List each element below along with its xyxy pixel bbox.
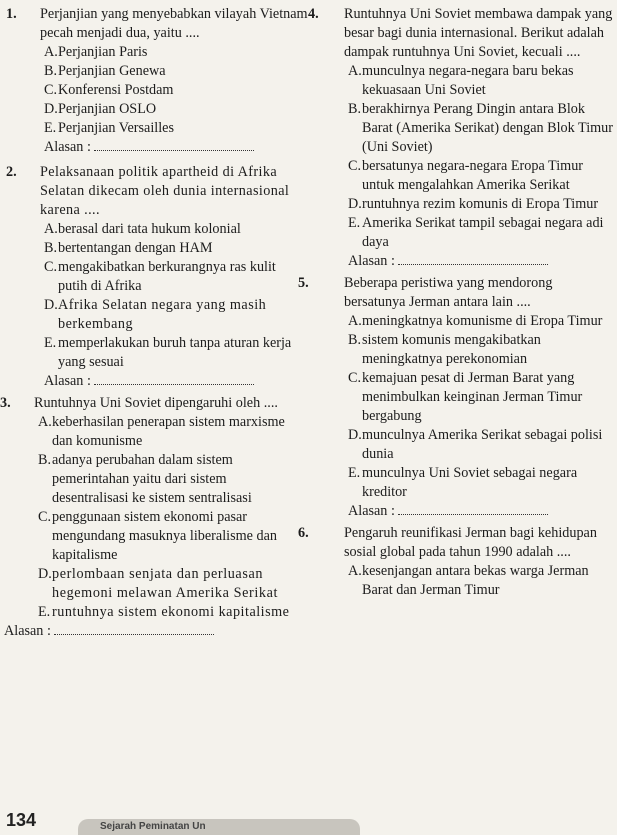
option-list	[40, 220, 308, 372]
option-letter: E.	[44, 335, 57, 351]
option-letter: A.	[44, 44, 58, 60]
question-number: 4.	[308, 6, 319, 22]
question-number: 6.	[298, 525, 309, 541]
option-letter: B.	[44, 240, 58, 256]
question-number: 1.	[6, 6, 17, 22]
option-letter: A.	[348, 313, 362, 329]
reason-label: Alasan :	[348, 253, 395, 269]
option-a[interactable]	[40, 220, 308, 239]
option-b[interactable]	[40, 239, 308, 258]
option-list	[34, 413, 308, 622]
option-letter: E.	[348, 465, 361, 481]
option-text: kesenjangan antara bekas warga Jerman Barat dan Jerman Timur	[362, 563, 589, 598]
option-a[interactable]	[34, 413, 308, 451]
question-number: 3.	[0, 395, 11, 411]
option-e[interactable]	[40, 334, 308, 372]
option-b[interactable]	[40, 62, 308, 81]
option-letter: D.	[348, 427, 362, 443]
option-text: penggunaan sistem ekonomi pasar mengundang masuknya liberalisme dan kapitalisme	[52, 509, 277, 563]
question-number: 5.	[298, 275, 309, 291]
option-text: runtuhnya rezim komunis di Eropa Timur	[362, 196, 599, 212]
running-title: Sejarah Peminatan Un	[78, 819, 360, 835]
option-e[interactable]	[344, 464, 617, 502]
option-letter: E.	[348, 215, 361, 231]
option-letter: E.	[38, 604, 51, 620]
reason-label: Alasan :	[44, 373, 91, 389]
option-text: berakhirnya Perang Dingin antara Blok Barat (Amerika Serikat) dengan Blok Timur (Uni Soviet)	[362, 101, 613, 155]
option-a[interactable]	[344, 62, 617, 100]
option-text: adanya perubahan dalam sistem pemerintahan yaitu dari sistem desentralisasi ke sistem sentralisasi	[52, 452, 252, 506]
option-text: munculnya Amerika Serikat sebagai polisi dunia	[362, 427, 603, 462]
option-list	[344, 562, 617, 600]
option-list	[40, 43, 308, 138]
option-list	[344, 312, 617, 502]
option-e[interactable]	[344, 214, 617, 252]
option-text: munculnya negara-negara baru bekas kekuasaan Uni Soviet	[362, 63, 574, 98]
option-text: sistem komunis mengakibatkan meningkatnya perekonomian	[362, 332, 541, 367]
option-list	[344, 62, 617, 252]
option-letter: B.	[44, 63, 58, 79]
question-stem: Beberapa peristiwa yang mendorong bersatunya Jerman antara lain ....	[344, 275, 553, 310]
reason-field[interactable]	[44, 138, 308, 157]
option-text: berasal dari tata hukum kolonial	[58, 221, 241, 237]
option-letter: B.	[348, 101, 362, 117]
left-column	[0, 0, 308, 795]
option-d[interactable]	[344, 426, 617, 464]
question-2	[0, 163, 308, 391]
option-text: Perjanjian Genewa	[58, 63, 166, 79]
question-4	[308, 5, 617, 271]
option-text: Perjanjian OSLO	[58, 101, 157, 117]
reason-label: Alasan :	[348, 503, 395, 519]
reason-field[interactable]	[4, 622, 308, 641]
option-letter: E.	[44, 120, 57, 136]
option-text: Konferensi Postdam	[58, 82, 174, 98]
option-c[interactable]	[34, 508, 308, 565]
question-5	[298, 274, 617, 521]
question-3	[0, 394, 308, 641]
question-stem: Runtuhnya Uni Soviet membawa dampak yang besar bagi dunia internasional. Berikut adalah dampak runtuhnya Uni Soviet, kecuali ....	[344, 6, 613, 60]
option-b[interactable]	[344, 331, 617, 369]
question-stem: Pelaksanaan politik apartheid di Afrika Selatan dikecam oleh dunia internasional karena ....	[40, 164, 290, 218]
question-stem: Perjanjian yang menyebabkan vilayah Vietnam pecah menjadi dua, yaitu ....	[40, 6, 308, 41]
option-letter: D.	[44, 297, 58, 313]
reason-label: Alasan :	[4, 623, 51, 639]
option-a[interactable]	[344, 562, 617, 600]
reason-label: Alasan :	[44, 139, 91, 155]
option-letter: B.	[348, 332, 362, 348]
option-letter: A.	[348, 563, 362, 579]
reason-field[interactable]	[348, 502, 617, 521]
option-text: mengakibatkan berkurangnya ras kulit putih di Afrika	[58, 259, 276, 294]
option-letter: B.	[38, 452, 52, 468]
option-c[interactable]	[344, 369, 617, 426]
option-b[interactable]	[34, 451, 308, 508]
option-text: Amerika Serikat tampil sebagai negara adi daya	[362, 215, 604, 250]
option-letter: C.	[348, 158, 362, 174]
option-c[interactable]	[344, 157, 617, 195]
question-stem: Runtuhnya Uni Soviet dipengaruhi oleh ....	[34, 395, 278, 411]
option-d[interactable]	[40, 100, 308, 119]
option-letter: A.	[44, 221, 58, 237]
option-text: kemajuan pesat di Jerman Barat yang menimbulkan keinginan Jerman Timur bergabung	[362, 370, 583, 424]
option-text: perlombaan senjata dan perluasan hegemoni melawan Amerika Serikat	[52, 566, 279, 601]
option-text: bersatunya negara-negara Eropa Timur untuk mengalahkan Amerika Serikat	[362, 158, 584, 193]
option-text: memperlakukan buruh tanpa aturan kerja yang sesuai	[58, 335, 292, 370]
option-c[interactable]	[40, 81, 308, 100]
right-column	[298, 0, 617, 795]
reason-line	[398, 252, 548, 265]
option-text: munculnya Uni Soviet sebagai negara kreditor	[362, 465, 578, 500]
reason-line	[398, 502, 548, 515]
option-letter: C.	[44, 82, 58, 98]
option-letter: A.	[38, 414, 52, 430]
option-letter: C.	[348, 370, 362, 386]
option-c[interactable]	[40, 258, 308, 296]
reason-field[interactable]	[44, 372, 308, 391]
option-letter: A.	[348, 63, 362, 79]
reason-line	[54, 622, 214, 635]
option-letter: D.	[348, 196, 362, 212]
question-stem: Pengaruh reunifikasi Jerman bagi kehidupan sosial global pada tahun 1990 adalah ....	[344, 525, 597, 560]
option-d[interactable]	[40, 296, 308, 334]
option-d[interactable]	[34, 565, 308, 603]
reason-line	[94, 372, 254, 385]
option-e[interactable]	[34, 603, 308, 622]
option-b[interactable]	[344, 100, 617, 157]
option-text: Afrika Selatan negara yang masih berkembang	[58, 297, 267, 332]
option-d[interactable]	[344, 195, 617, 214]
page-number: 134	[6, 810, 37, 830]
question-number: 2.	[6, 164, 17, 180]
option-text: keberhasilan penerapan sistem marxisme dan komunisme	[52, 414, 285, 449]
option-e[interactable]	[40, 119, 308, 138]
option-a[interactable]	[344, 312, 617, 331]
page-footer	[0, 799, 617, 835]
option-text: runtuhnya sistem ekonomi kapitalisme	[52, 604, 290, 620]
option-a[interactable]	[40, 43, 308, 62]
option-letter: D.	[44, 101, 58, 117]
option-text: meningkatnya komunisme di Eropa Timur	[362, 313, 603, 329]
question-6	[298, 524, 617, 600]
option-text: Perjanjian Versailles	[58, 120, 174, 136]
option-letter: C.	[44, 259, 58, 275]
reason-line	[94, 138, 254, 151]
option-text: bertentangan dengan HAM	[58, 240, 213, 256]
reason-field[interactable]	[348, 252, 617, 271]
option-letter: D.	[38, 566, 52, 582]
option-text: Perjanjian Paris	[58, 44, 148, 60]
option-letter: C.	[38, 509, 52, 525]
question-1	[0, 5, 308, 157]
